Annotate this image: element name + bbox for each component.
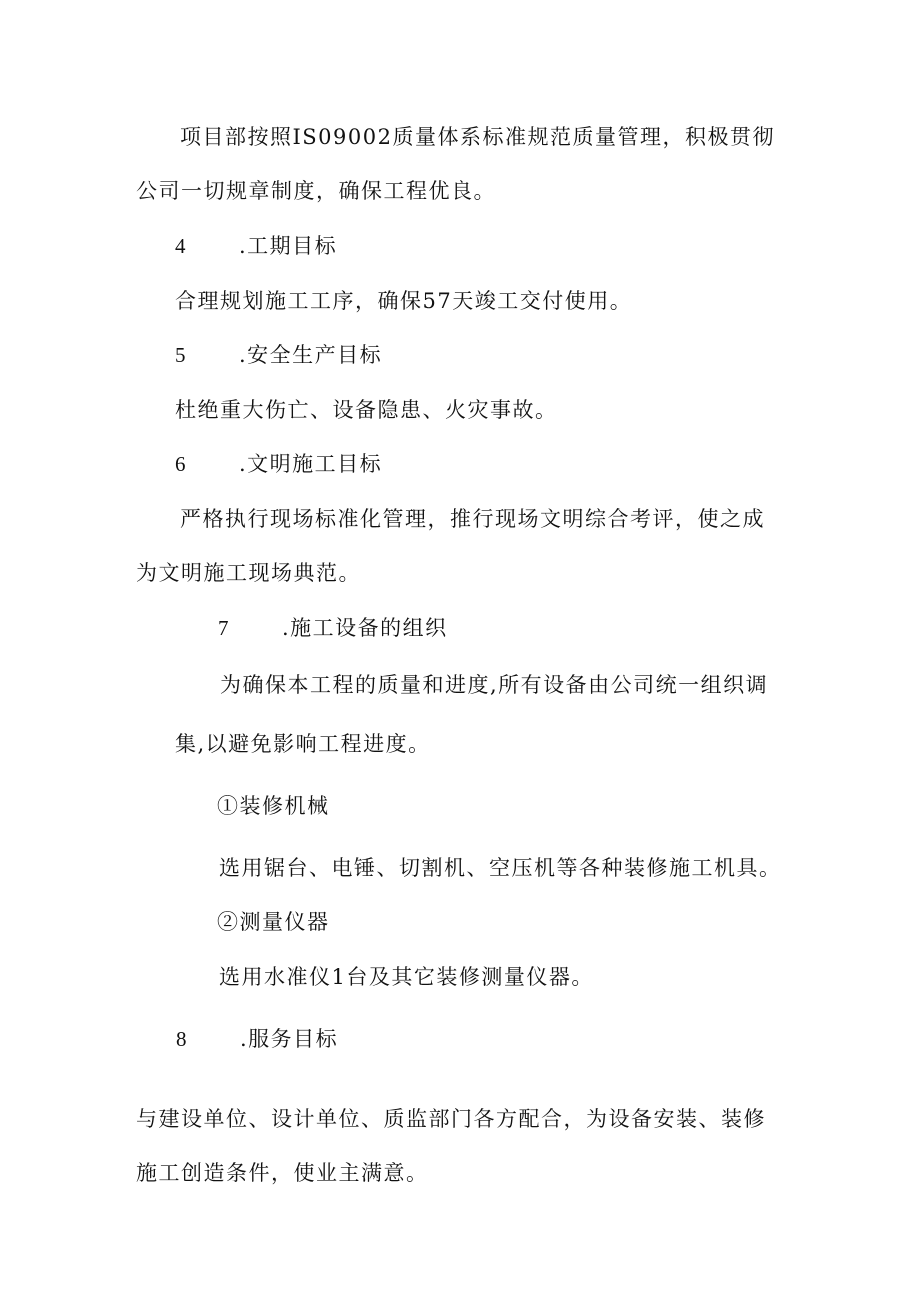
heading-number: 6: [175, 452, 187, 476]
heading-equipment: [218, 613, 448, 643]
paragraph-equipment-line1: 为确保本工程的质量和进度,所有设备由公司统一组织调: [220, 673, 769, 697]
heading-text: .服务目标: [240, 1027, 339, 1051]
paragraph-service-line1: 与建设单位、设计单位、质监部门各方配合，为设备安装、装修: [136, 1107, 766, 1131]
paragraph-schedule: 合理规划施工工序，确保57天竣工交付使用。: [175, 289, 633, 313]
paragraph-equipment-line2: 集,以避免影响工程进度。: [175, 732, 431, 756]
paragraph-quality-line1: 项目部按照IS09002质量体系标准规范质量管理，积极贯彻: [180, 125, 775, 149]
paragraph-machinery: 选用锯台、电锤、切割机、空压机等各种装修施工机具。: [219, 856, 782, 880]
heading-text: .施工设备的组织: [282, 616, 448, 640]
heading-text: .安全生产目标: [239, 343, 383, 367]
heading-service: [176, 1024, 338, 1054]
heading-number: 7: [218, 616, 230, 640]
heading-number: 8: [176, 1027, 188, 1051]
subheading-instruments: ②测量仪器: [217, 910, 330, 934]
paragraph-civilized-line2: 为文明施工现场典范。: [136, 561, 361, 585]
heading-safety: [175, 340, 382, 370]
heading-schedule: [175, 231, 337, 261]
heading-number: 4: [175, 234, 187, 258]
heading-text: .文明施工目标: [239, 452, 383, 476]
paragraph-civilized-line1: 严格执行现场标准化管理，推行现场文明综合考评，使之成: [180, 507, 765, 531]
subheading-machinery: ①装修机械: [217, 794, 330, 818]
paragraph-quality-line2: 公司一切规章制度，确保工程优良。: [136, 179, 496, 203]
paragraph-safety: 杜绝重大伤亡、设备隐患、火灾事故。: [175, 398, 558, 422]
heading-number: 5: [175, 343, 187, 367]
paragraph-instruments: 选用水准仪1台及其它装修测量仪器。: [219, 965, 594, 989]
paragraph-service-line2: 施工创造条件，使业主满意。: [136, 1161, 429, 1185]
heading-text: .工期目标: [239, 234, 338, 258]
heading-civilized: [175, 449, 382, 479]
